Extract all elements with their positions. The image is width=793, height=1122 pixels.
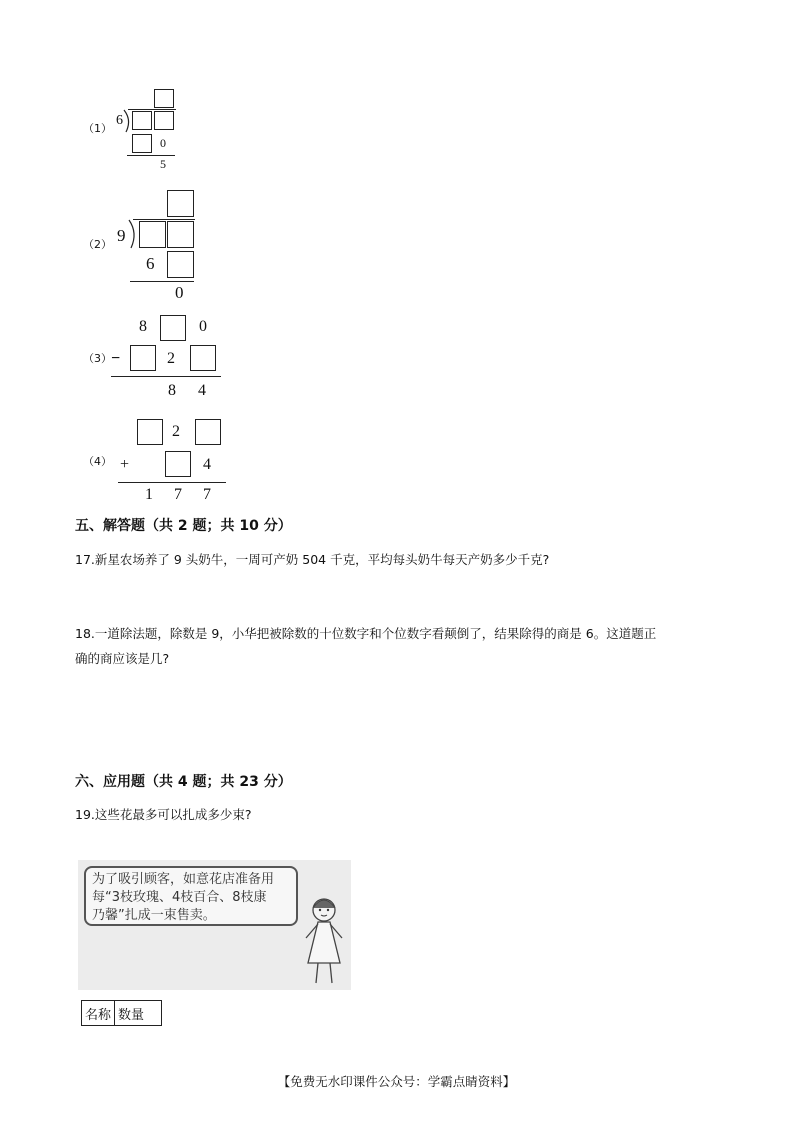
- flower-shop-illustration: [78, 860, 351, 990]
- question-17: 17.新星农场养了 9 头奶牛，一周可产奶 504 千克，平均每头奶牛每天产奶多少千克?: [75, 552, 550, 567]
- section-heading: 五、解答题（共 2 题；共 10 分）: [75, 518, 292, 534]
- question-18-line1: 18.一道除法题，除数是 9，小华把被除数的十位数字和个位数字看颠倒了，结果除得的商是 6。这道题正: [75, 626, 657, 641]
- question-18-line2: 确的商应该是几?: [75, 651, 170, 666]
- digit: 4: [203, 456, 211, 473]
- answer-box[interactable]: [165, 451, 191, 477]
- subtraction-line: [127, 155, 175, 156]
- digit: 2: [172, 423, 180, 440]
- section-heading: 六、应用题（共 4 题；共 23 分）: [75, 774, 292, 790]
- plus-sign: +: [120, 456, 130, 473]
- digit: 7: [174, 486, 182, 503]
- minus-sign: −: [111, 350, 121, 367]
- girl-figure-icon: [300, 888, 350, 988]
- digit: 0: [175, 283, 184, 302]
- divisor: 6: [116, 113, 123, 128]
- division-bar: [128, 109, 176, 110]
- digit: 4: [198, 382, 206, 399]
- digit: 1: [145, 486, 153, 503]
- digit: 2: [167, 350, 175, 367]
- answer-box[interactable]: [154, 89, 174, 108]
- answer-box[interactable]: [190, 345, 216, 371]
- answer-box[interactable]: [154, 111, 174, 130]
- answer-box[interactable]: [167, 251, 194, 278]
- problem-label: （1）: [83, 122, 112, 135]
- bubble-line: 为了吸引顾客，如意花店准备用: [92, 872, 275, 887]
- answer-box[interactable]: [195, 419, 221, 445]
- bubble-line: 每“3枝玫瑰、4枝百合、8枝康: [92, 890, 267, 905]
- digit: 6: [146, 254, 155, 273]
- result-line: [111, 376, 221, 377]
- answer-box[interactable]: [139, 221, 166, 248]
- problem-label: （4）: [83, 455, 112, 468]
- answer-box[interactable]: [167, 190, 194, 217]
- answer-box[interactable]: [130, 345, 156, 371]
- answer-box[interactable]: [160, 315, 186, 341]
- table-header: 名称: [82, 1001, 115, 1026]
- division-bar: [133, 219, 195, 220]
- division-bracket: [127, 218, 139, 250]
- answer-table: [81, 1000, 162, 1026]
- footer-note: 【免费无水印课件公众号：学霸点睛资料】: [277, 1074, 516, 1089]
- divisor: 9: [117, 226, 126, 245]
- subtraction-line: [130, 281, 194, 282]
- digit: 0: [199, 318, 207, 335]
- digit: 0: [160, 136, 166, 150]
- answer-box[interactable]: [137, 419, 163, 445]
- bubble-line: 乃馨”扎成一束售卖。: [92, 908, 216, 923]
- answer-box[interactable]: [132, 134, 152, 153]
- table-header: 数量: [115, 1001, 162, 1026]
- digit: 8: [139, 318, 147, 335]
- answer-box[interactable]: [132, 111, 152, 130]
- digit: 7: [203, 486, 211, 503]
- question-19: 19.这些花最多可以扎成多少束?: [75, 807, 252, 822]
- problem-label: （3）: [83, 352, 112, 365]
- answer-box[interactable]: [167, 221, 194, 248]
- digit: 5: [160, 157, 166, 171]
- result-line: [118, 482, 226, 483]
- digit: 8: [168, 382, 176, 399]
- speech-bubble: [84, 866, 298, 926]
- problem-label: （2）: [83, 238, 112, 251]
